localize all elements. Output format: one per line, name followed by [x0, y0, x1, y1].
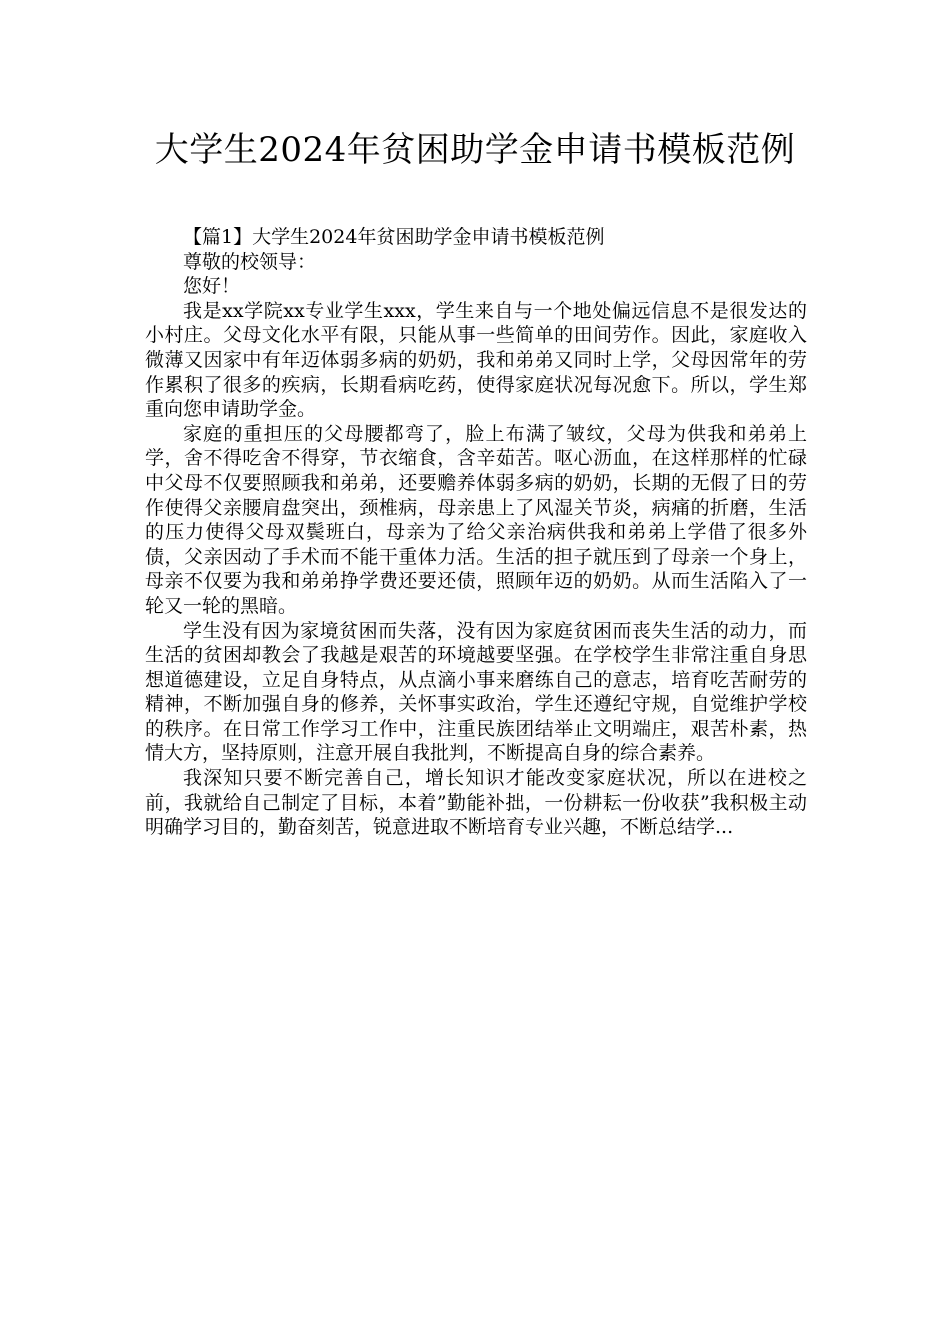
- section-heading: 【篇1】大学生2024年贫困助学金申请书模板范例: [183, 226, 605, 248]
- body-paragraph: 我是xx学院xx专业学生xxx，学生来自与一个地处偏远信息不是很发达的小村庄。父母文化水平有限，只能从事一些简单的田间劳作。因此，家庭收入微薄又因家中有年迈体弱多病的奶奶，我和弟弟又同时上学，父母因常年的劳作累积了很多的疾病，长期看病吃药，使得家庭状况每况愈下。所以，学生郑重向您申请助学金。: [145, 299, 807, 421]
- document-title: 大学生2024年贫困助学金申请书模板范例: [154, 130, 796, 170]
- salutation: 尊敬的校领导：: [183, 250, 317, 273]
- body-paragraph: 家庭的重担压的父母腰都弯了，脸上布满了皱纹，父母为供我和弟弟上学，舍不得吃舍不得穿，节衣缩食，含辛茹苦。呕心沥血，在这样那样的忙碌中父母不仅要照顾我和弟弟，还要赡养体弱多病的奶奶，长期的无假了日的劳作使得父亲腰肩盘突出，颈椎病，母亲患上了风湿关节炎，病痛的折磨，生活的压力使得父母双鬓班白，母亲为了给父亲治病供我和弟弟上学借了很多外债，父亲因动了手术而不能干重体力活。生活的担子就压到了母亲一个身上，母亲不仅要为我和弟弟挣学费还要还债，照顾年迈的奶奶。从而生活陷入了一轮又一轮的黑暗。: [145, 422, 807, 617]
- body-paragraph: 我深知只要不断完善自己，增长知识才能改变家庭状况，所以在进校之前，我就给自己制定了目标，本着”勤能补拙，一份耕耘一份收获”我积极主动明确学习目的，勤奋刻苦，锐意进取不断培育专业兴趣，不断总结学...: [145, 767, 807, 839]
- body-paragraph: 学生没有因为家境贫困而失落，没有因为家庭贫困而丧失生活的动力，而生活的贫困却教会了我越是艰苦的环境越要坚强。在学校学生非常注重自身思想道德建设，立足自身特点，从点滴小事来磨练自己的意志，培育吃苦耐劳的精神，不断加强自身的修养，关怀事实政治，学生还遵纪守规，自觉维护学校的秩序。在日常工作学习工作中，注重民族团结举止文明端庄，艰苦朴素，热情大方，坚持原则，注意开展自我批判，不断提高自身的综合素养。: [145, 619, 807, 765]
- document-body: [145, 225, 807, 840]
- greeting: 您好！: [183, 275, 241, 298]
